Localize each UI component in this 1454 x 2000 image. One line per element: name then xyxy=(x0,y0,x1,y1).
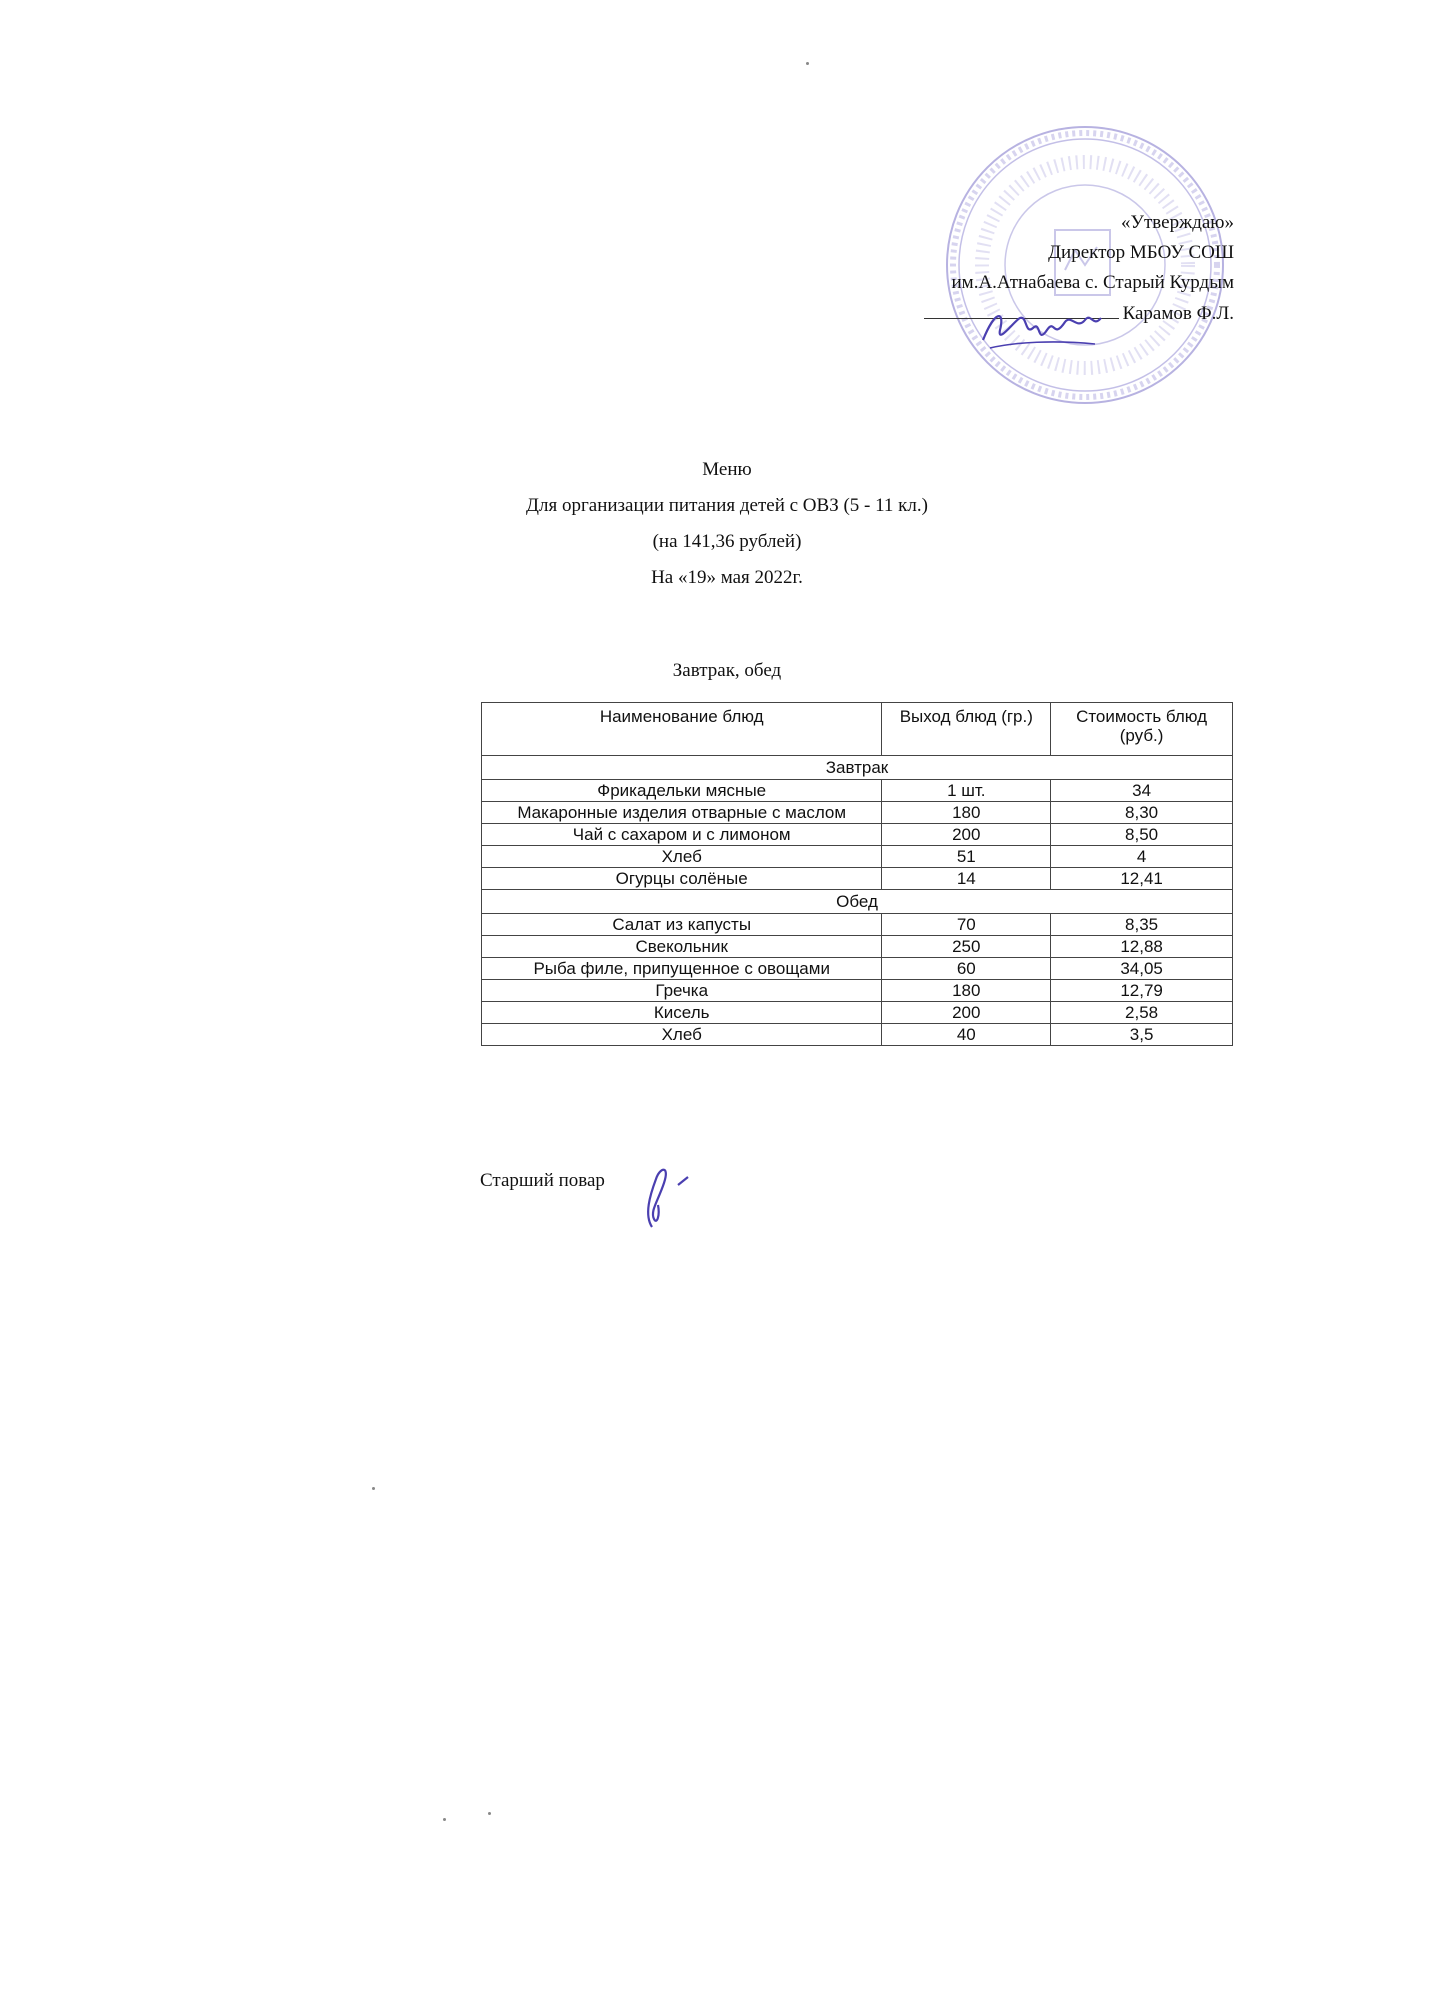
scan-speck xyxy=(488,1812,491,1815)
menu-date: На «19» мая 2022г. xyxy=(651,567,803,588)
cost-cell: 4 xyxy=(1051,846,1233,868)
table-row xyxy=(482,980,1233,1002)
price-note: (на 141,36 рублей) xyxy=(652,531,802,552)
yield-cell: 250 xyxy=(882,936,1051,958)
dish-cell: Хлеб xyxy=(482,1024,882,1046)
menu-table-body xyxy=(482,756,1233,1046)
column-header-yield: Выход блюд (гр.) xyxy=(882,703,1051,756)
table-row xyxy=(482,1024,1233,1046)
dish-cell: Чай с сахаром и с лимоном xyxy=(482,824,882,846)
cost-cell: 34,05 xyxy=(1051,958,1233,980)
cook-label: Старший повар xyxy=(480,1170,605,1191)
cost-cell: 12,79 xyxy=(1051,980,1233,1002)
yield-cell: 200 xyxy=(882,824,1051,846)
dish-cell: Макаронные изделия отварные с маслом xyxy=(482,802,882,824)
section-title: Обед xyxy=(482,890,1233,914)
table-row xyxy=(482,868,1233,890)
cost-cell: 34 xyxy=(1051,780,1233,802)
dish-cell: Кисель xyxy=(482,1002,882,1024)
yield-cell: 180 xyxy=(882,802,1051,824)
table-row xyxy=(482,802,1233,824)
cost-cell: 8,30 xyxy=(1051,802,1233,824)
cost-cell: 12,41 xyxy=(1051,868,1233,890)
yield-cell: 180 xyxy=(882,980,1051,1002)
scan-speck xyxy=(806,62,809,65)
title-block xyxy=(0,452,1454,596)
dish-cell: Гречка xyxy=(482,980,882,1002)
dish-cell: Хлеб xyxy=(482,846,882,868)
yield-cell: 200 xyxy=(882,1002,1051,1024)
scan-speck xyxy=(443,1818,446,1821)
cost-cell: 8,35 xyxy=(1051,914,1233,936)
table-row xyxy=(482,914,1233,936)
yield-cell: 70 xyxy=(882,914,1051,936)
page-subtitle: Для организации питания детей с ОВЗ (5 - 11 кл.) xyxy=(526,495,928,516)
table-row xyxy=(482,958,1233,980)
yield-cell: 60 xyxy=(882,958,1051,980)
director-name: Карамов Ф.Л. xyxy=(1122,303,1234,324)
table-row xyxy=(482,846,1233,868)
approve-label: «Утверждаю» xyxy=(1121,212,1234,233)
meal-caption: Завтрак, обед xyxy=(672,660,782,681)
dish-cell: Рыба филе, припущенное с овощами xyxy=(482,958,882,980)
column-header-cost: Стоимость блюд (руб.) xyxy=(1051,703,1233,756)
director-position: Директор МБОУ СОШ xyxy=(1048,242,1234,263)
dish-cell: Свекольник xyxy=(482,936,882,958)
section-title: Завтрак xyxy=(482,756,1233,780)
table-row xyxy=(482,1002,1233,1024)
page-title: Меню xyxy=(702,459,752,480)
scan-speck xyxy=(372,1487,375,1490)
cost-cell: 2,58 xyxy=(1051,1002,1233,1024)
dish-cell: Фрикадельки мясные xyxy=(482,780,882,802)
yield-cell: 14 xyxy=(882,868,1051,890)
dish-cell: Салат из капусты xyxy=(482,914,882,936)
school-name: им.А.Атнабаева с. Старый Курдым xyxy=(951,272,1234,293)
section-row xyxy=(482,756,1233,780)
table-header-row xyxy=(482,703,1233,756)
yield-cell: 51 xyxy=(882,846,1051,868)
cook-signature-icon xyxy=(630,1155,710,1235)
yield-cell: 40 xyxy=(882,1024,1051,1046)
table-row xyxy=(482,824,1233,846)
table-row xyxy=(482,936,1233,958)
menu-table xyxy=(481,702,1233,1046)
director-signature-icon xyxy=(975,300,1105,360)
cost-cell: 12,88 xyxy=(1051,936,1233,958)
table-row xyxy=(482,780,1233,802)
cost-cell: 3,5 xyxy=(1051,1024,1233,1046)
dish-cell: Огурцы солёные xyxy=(482,868,882,890)
column-header-dish: Наименование блюд xyxy=(482,703,882,756)
section-row xyxy=(482,890,1233,914)
cost-cell: 8,50 xyxy=(1051,824,1233,846)
yield-cell: 1 шт. xyxy=(882,780,1051,802)
